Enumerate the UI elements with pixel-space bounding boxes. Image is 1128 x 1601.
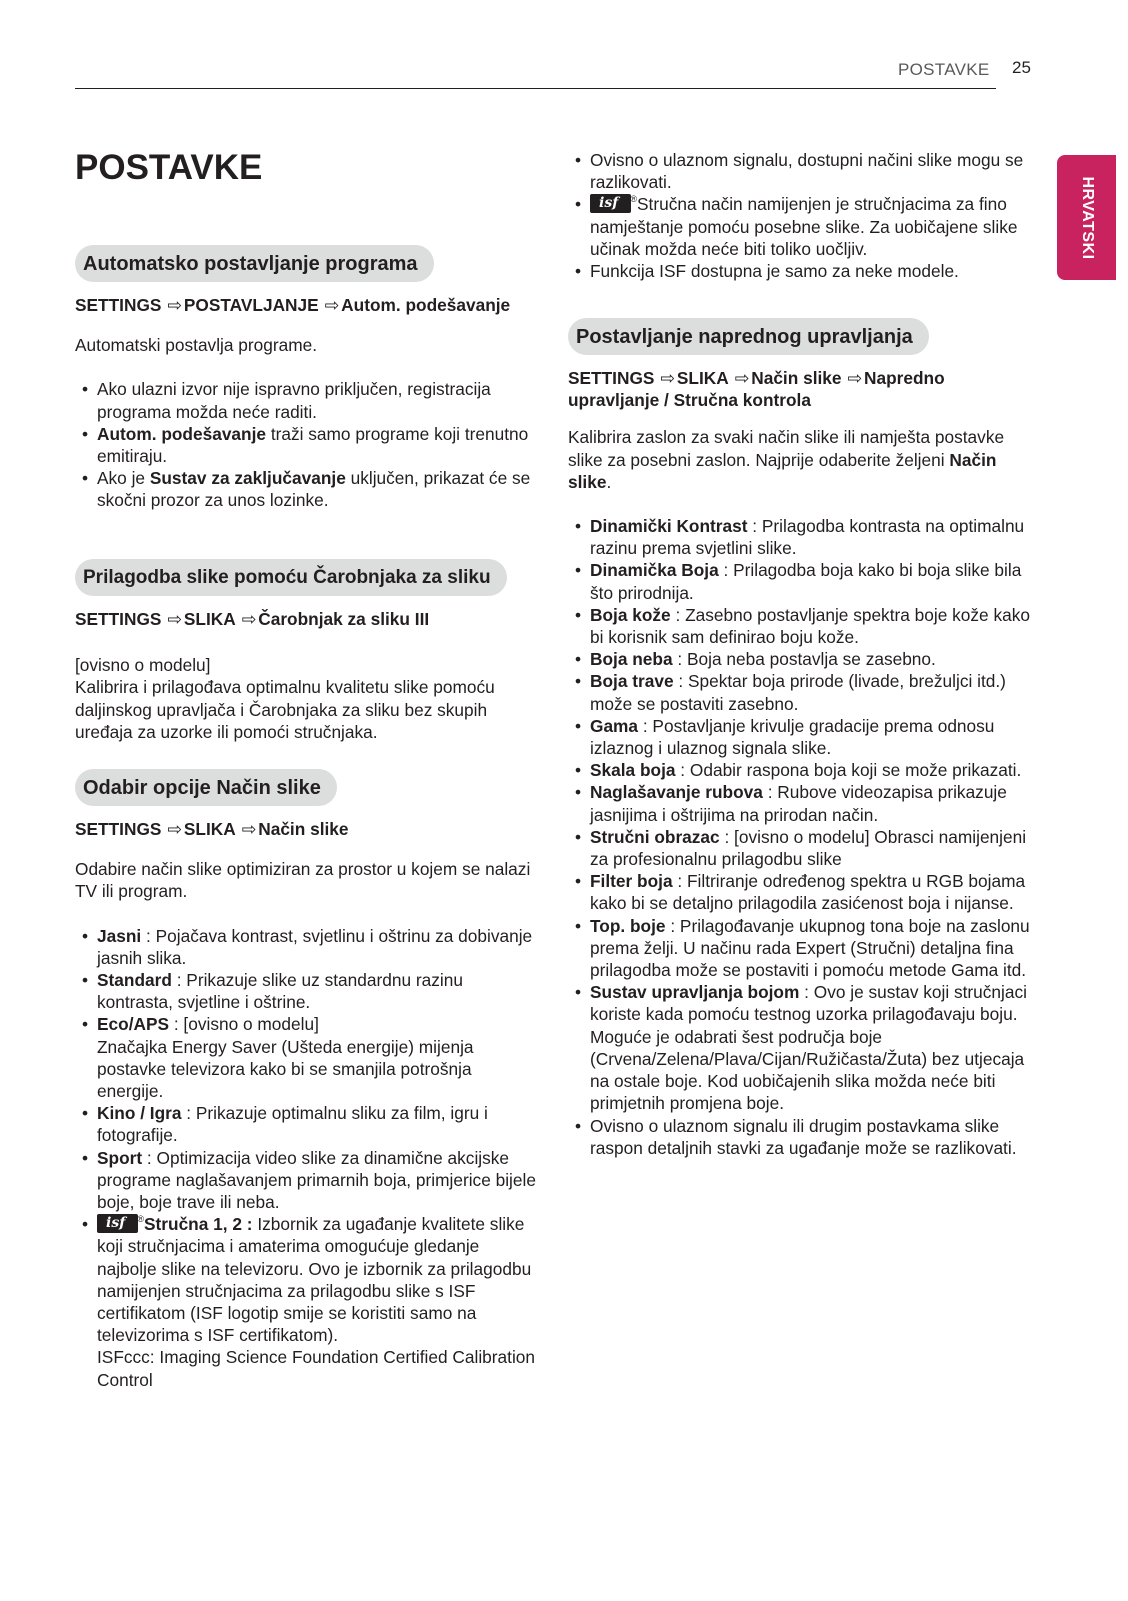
- list-item: • Dinamička Boja : Prilagodba boja kako bi boja slike bila što prirodnija.: [568, 559, 1030, 603]
- header-section-label: POSTAVKE: [898, 60, 990, 79]
- right-arrow-icon: ⇨: [734, 368, 750, 388]
- list-item: • Boja neba : Boja neba postavlja se zasebno.: [568, 648, 1030, 670]
- list-item: • Ako je Sustav za zaključavanje uključen, prikazat će se skočni prozor za unos lozinke.: [75, 467, 537, 511]
- note-list: [568, 149, 1038, 282]
- isf-logo-icon: • isf ®: [97, 1214, 138, 1233]
- list-item: • Ako ulazni izvor nije ispravno priključen, registracija programa možda neće raditi.: [75, 378, 537, 422]
- section-auto-tuning: [75, 245, 537, 512]
- list-item: • Gama : Postavljanje krivulje gradacije prema odnosu izlaznog i ulaznog signala slike.: [568, 715, 1030, 759]
- menu-path: SETTINGS ⇨ POSTAVLJANJE ⇨ Autom. podešavanje: [75, 295, 511, 315]
- list-item: • Kino / Igra : Prikazuje optimalnu sliku za film, igru i fotografije.: [75, 1102, 537, 1146]
- section-heading: Prilagodba slike pomoću Čarobnjaka za sliku: [75, 559, 507, 596]
- right-arrow-icon: ⇨: [167, 819, 182, 839]
- right-arrow-icon: ⇨: [847, 368, 863, 388]
- menu-path: SETTINGS ⇨ SLIKA ⇨ Način slike: [75, 819, 349, 839]
- section-picture-wizard: [75, 559, 537, 743]
- list-item: • Sustav upravljanja bojom : Ovo je sustav koji stručnjaci koriste kada pomoću testnog uzorka prilagođavaju boju. Moguće je odabrati šest područja boje (Crvena/Zelena/Plava/Cijan/Ružičasta/Žuta) bez utjecaja na ostale boje. Kod uobičajenih slika možda neće biti primjetnih promjena boje.: [568, 981, 1030, 1114]
- list-item: • isf ® Stručna 1, 2 : Izbornik za ugađanje kvalitete slike koji stručnjacima i amaterima omogućuje gledanje najbolje slike na televizoru. Ovo je izbornik za prilagodbu namijenjen stručnjacima za prilagodbu slike s ISF certifikatom (ISF logotip smije se koristiti samo na televizorima s ISF certifikatom). ISFccc: Imaging Science Foundation Certified Calibration Control: [75, 1213, 537, 1391]
- list-item: • Dinamički Kontrast : Prilagodba kontrasta na optimalnu razinu prema svjetlini slike.: [568, 515, 1030, 559]
- list-item: • Funkcija ISF dostupna je samo za neke modele.: [568, 260, 1038, 282]
- list-item: • isf ® Stručna način namijenjen je stručnjacima za fino namještanje pomoću posebne slike. Za uobičajene slike učinak možda neće biti toliko uočljiv.: [568, 193, 1038, 260]
- language-tab: [1057, 155, 1116, 280]
- section-description: Odabire način slike optimiziran za prostor u kojem se nalazi TV ili program.: [75, 859, 531, 902]
- section-picture-mode: [75, 769, 537, 1391]
- list-item: • Eco/APS : [ovisno o modelu] Značajka Energy Saver (Ušteda energije) mijenja postavke televizora kako bi se smanjila potrošnja energije.: [75, 1013, 537, 1102]
- list-item: • Boja trave : Spektar boja prirode (livade, brežuljci itd.) može se postaviti zasebno.: [568, 670, 1030, 714]
- advanced-settings-list: [568, 515, 1030, 1159]
- list-item: • Stručni obrazac : [ovisno o modelu] Obrasci namijenjeni za profesionalnu prilagodbu slike: [568, 826, 1030, 870]
- list-item: • Filter boja : Filtriranje određenog spektra u RGB bojama kako bi se detaljno prilagodila zasićenost boja i nijanse.: [568, 870, 1030, 914]
- right-arrow-icon: ⇨: [324, 295, 340, 315]
- section-description: Automatski postavlja programe.: [75, 335, 318, 356]
- section-heading: Odabir opcije Način slike: [75, 769, 337, 806]
- language-tab-label: HRVATSKI: [1078, 175, 1096, 260]
- list-item: • Sport : Optimizacija video slike za dinamične akcijske programe naglašavanjem primarnih boja, primjerice bijele boje, boje trave ili neba.: [75, 1147, 537, 1214]
- section-description: Kalibrira i prilagođava optimalnu kvalitetu slike pomoću daljinskog upravljača i Čarobnjaka za sliku bez skupih uređaja za uzorke ili pomoći stručnjaka.: [75, 677, 495, 742]
- section-heading: Automatsko postavljanje programa: [75, 245, 434, 282]
- picture-mode-list: [75, 925, 537, 1391]
- picture-mode-notes: [568, 149, 1038, 282]
- note-list: [75, 378, 537, 511]
- section-advanced-control: [568, 318, 1030, 1159]
- list-item: • Standard : Prikazuje slike uz standardnu razinu kontrasta, svjetline i oštrine.: [75, 969, 537, 1013]
- right-arrow-icon: ⇨: [241, 819, 257, 839]
- list-item: • Skala boja : Odabir raspona boja koji se može prikazati.: [568, 759, 1030, 781]
- model-note: [ovisno o modelu]: [75, 655, 211, 676]
- page-title: POSTAVKE: [75, 148, 263, 187]
- page-number: 25: [1012, 58, 1031, 77]
- menu-path: SETTINGS ⇨ SLIKA ⇨ Način slike ⇨ Napredno upravljanje / Stručna kontrola: [568, 368, 945, 411]
- section-heading: Postavljanje naprednog upravljanja: [568, 318, 929, 355]
- right-arrow-icon: ⇨: [167, 295, 182, 315]
- list-item: • Naglašavanje rubova : Rubove videozapisa prikazuje jasnijima i oštrijima na prirodan način.: [568, 781, 1030, 825]
- right-arrow-icon: ⇨: [167, 609, 182, 629]
- right-arrow-icon: ⇨: [241, 609, 257, 629]
- header-rule: [75, 88, 996, 89]
- list-item: • Ovisno o ulaznom signalu ili drugim postavkama slike raspon detaljnih stavki za ugađanje može se razlikovati.: [568, 1115, 1030, 1159]
- list-item: • Boja kože : Zasebno postavljanje spektra boje kože kako bi korisnik sam definirao boju kože.: [568, 604, 1030, 648]
- isf-logo-icon: • isf ®: [590, 194, 631, 213]
- section-description: Kalibrira zaslon za svaki način slike ili namješta postavke slike za posebni zaslon. Najprije odaberite željeni Način slike.: [568, 427, 1005, 492]
- list-item: • Ovisno o ulaznom signalu, dostupni načini slike mogu se razlikovati.: [568, 149, 1038, 193]
- right-arrow-icon: ⇨: [660, 368, 675, 388]
- list-item: • Autom. podešavanje traži samo programe koji trenutno emitiraju.: [75, 423, 537, 467]
- list-item: • Jasni : Pojačava kontrast, svjetlinu i oštrinu za dobivanje jasnih slika.: [75, 925, 537, 969]
- list-item: • Top. boje : Prilagođavanje ukupnog tona boje na zaslonu prema želji. U načinu rada Expert (Stručni) detaljna fina prilagodba može se postaviti i pomoću metode Gama itd.: [568, 915, 1030, 982]
- menu-path: SETTINGS ⇨ SLIKA ⇨ Čarobnjak za sliku III: [75, 609, 430, 629]
